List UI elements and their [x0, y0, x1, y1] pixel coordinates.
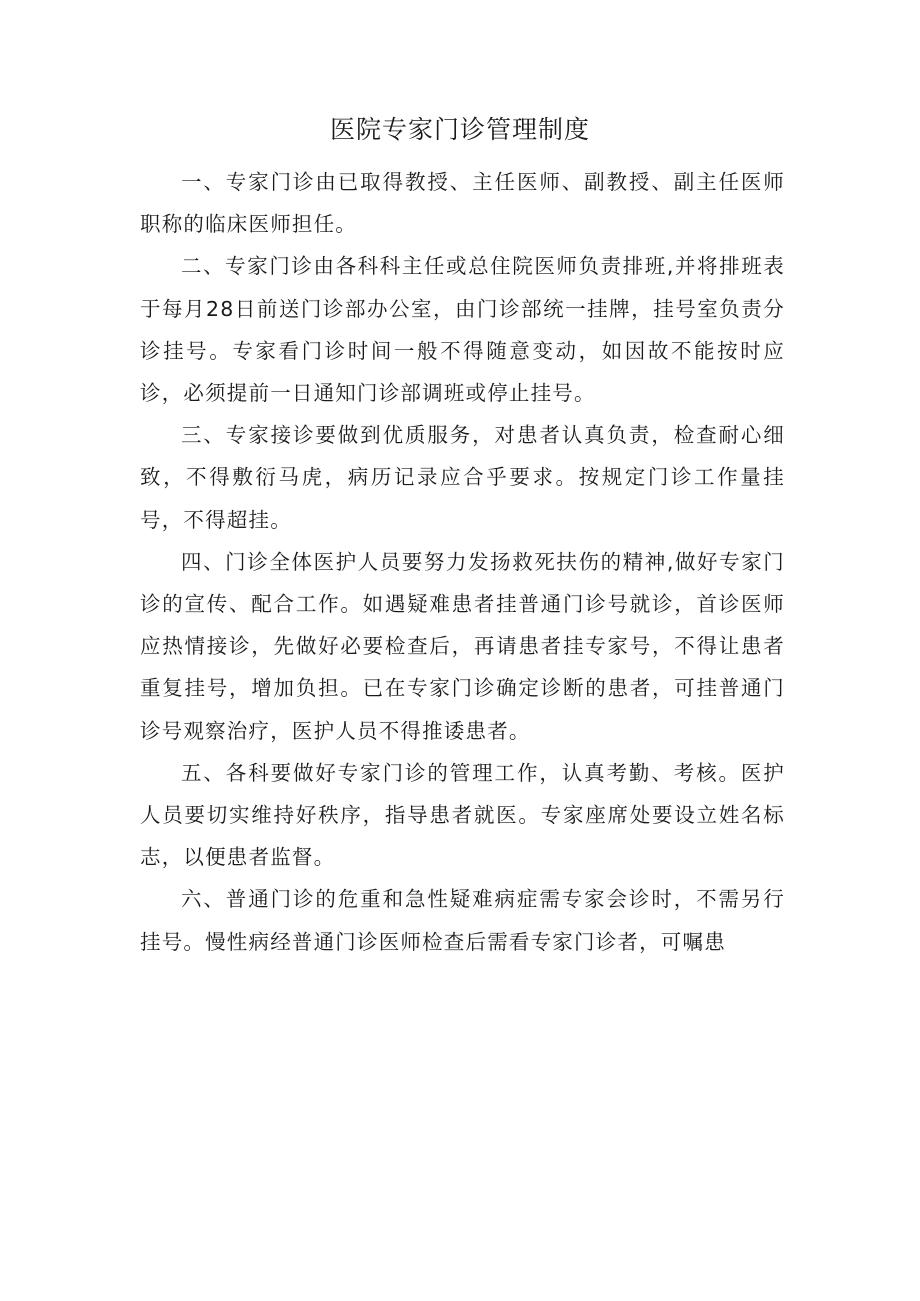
- paragraph-4: 四、门诊全体医护人员要努力发扬救死扶伤的精神,做好专家门诊的宣传、配合工作。如遇疑难患者挂普通门诊号就诊，首诊医师应热情接诊，先做好必要检查后，再请患者挂专家号，不得让患者重复挂号，增加负担。已在专家门诊确定诊断的患者，可挂普通门诊号观察治疗，医护人员不得推诿患者。: [140, 549, 785, 743]
- paragraph-5: 五、各科要做好专家门诊的管理工作，认真考勤、考核。医护人员要切实维持好秩序，指导患者就医。专家座席处要设立姓名标志，以便患者监督。: [140, 760, 785, 870]
- paragraph-6: 六、普通门诊的危重和急性疑难病症需专家会诊时，不需另行挂号。慢性病经普通门诊医师检查后需看专家门诊者，可嘱患: [140, 887, 785, 954]
- document-title: 医院专家门诊管理制度: [329, 115, 590, 144]
- paragraph-3: 三、专家接诊要做到优质服务，对患者认真负责，检查耐心细致，不得敷衍马虎，病历记录应合乎要求。按规定门诊工作量挂号，不得超挂。: [140, 423, 785, 532]
- paragraph-1: 一、专家门诊由已取得教授、主任医师、副教授、副主任医师职称的临床医师担任。: [140, 170, 785, 237]
- paragraph-2: 二、专家门诊由各科科主任或总住院医师负责排班,并将排班表于每月28日前送门诊部办公室，由门诊部统一挂牌，挂号室负责分诊挂号。专家看门诊时间一般不得随意变动，如因故不能按时应诊，必须提前一日通知门诊部调班或停止挂号。: [140, 254, 785, 406]
- document-body: [140, 161, 785, 963]
